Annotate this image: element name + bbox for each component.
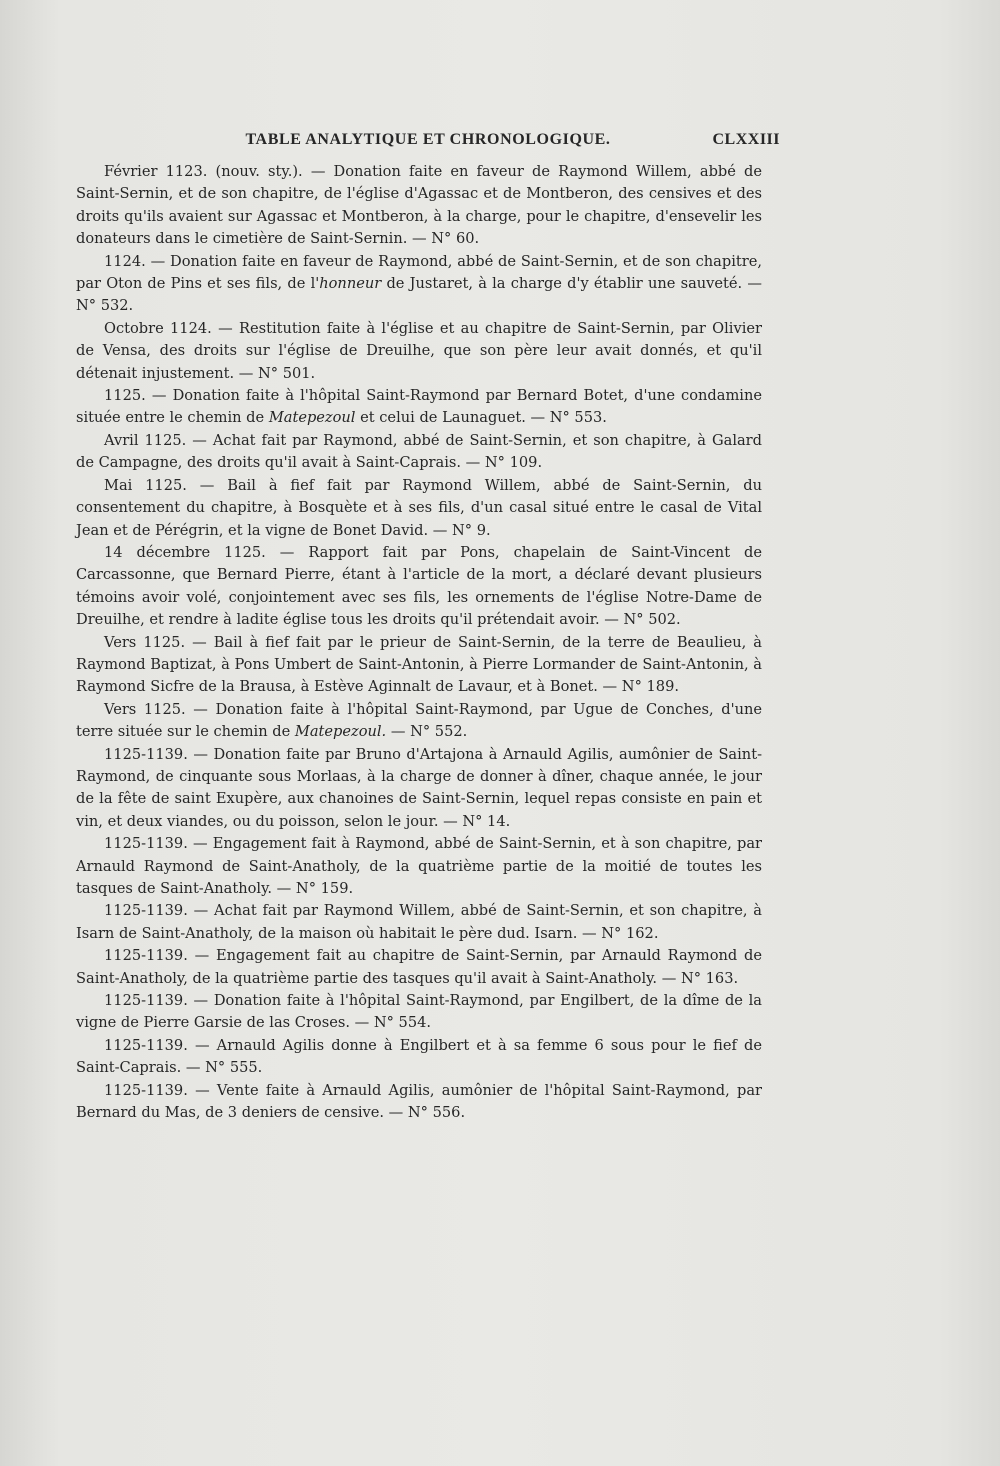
entry-text: Rapport fait par Pons, chapelain de Saint-Vincent de Carcassonne, que Bernard Pierre, étant à l'article de la mort, a déclaré devant plusieurs témoins avoir volé, conjointement avec ses fils, les ornements de l'église Notre-Dame de Dreuilhe, et rendre à ladite église tous les droits qu'il prétendait avoir. <box>76 543 762 629</box>
entry-text: Donation faite en faveur de Raymond, abbé de Saint-Sernin, et de son chapitre, par Oton de Pins et ses fils, de l' <box>76 252 762 293</box>
entry-text: Achat fait par Raymond Willem, abbé de Saint-Sernin, et son chapitre, à Isarn de Saint-Anatholy, de la maison où habitait le père dud. Isarn. <box>76 902 763 942</box>
entry-date: 1125-1139. <box>104 902 188 920</box>
entry-date: Octobre 1124. <box>104 319 212 337</box>
entries-body <box>76 161 762 1124</box>
entry-number: N° 109. <box>484 454 543 472</box>
entry-date: 1125-1139. <box>104 1036 188 1054</box>
entry: Février 1123. (nouv. sty.). — Donation faite en faveur de Raymond Willem, abbé de Saint-Sernin, et de son chapitre, de l'église d'Agassac et de Montberon, des censives et des droits qu'ils avaient sur Agassac et Montberon, à la charge, pour le chapitre, d'ensevelir les donateurs dans le cimetière de Saint-Sernin. — N° 60. <box>76 163 762 248</box>
entry-text: Restitution faite à l'église et au chapitre de Saint-Sernin, par Olivier de Vensa, des droits sur l'église de Dreuilhe, que son père leur avait donnés, et qu'il détenait injustement. <box>76 319 762 382</box>
entry: Vers 1125. — Bail à fief fait par le prieur de Saint-Sernin, de la terre de Beaulieu, à Raymond Baptizat, à Pons Umbert de Saint-Antonin, à Pierre Lormander de Saint-Antonin, à Raymond Sicfre de la Brausa, à Estève Aginnalt de Lavaur, et à Bonet. — N° 189. <box>76 633 763 696</box>
entry-number: N° 9. <box>451 521 491 539</box>
entry-text: Donation faite en faveur de Raymond Willem, abbé de Saint-Sernin, et de son chapitre, de l'église d'Agassac et de Montberon, des censives et des droits qu'ils avaient sur Agassac et Montberon, à la charge, pour le chapitre, d'ensevelir les donateurs dans le cimetière de Saint-Sernin. <box>76 163 762 248</box>
entry: 1125-1139. — Arnauld Agilis donne à Engilbert et à sa femme 6 sous pour le fief de Saint-Caprais. — N° 555. <box>76 1036 762 1077</box>
entry-date: 1125. <box>104 387 146 405</box>
entry-date: Vers 1125. <box>104 700 186 718</box>
page-folio: CLXXIII <box>712 131 780 148</box>
entry-italic: honneur <box>319 275 382 293</box>
entry-text: Vente faite à Arnauld Agilis, aumônier de l'hôpital Saint-Raymond, par Bernard du Mas, de 3 deniers de censive. <box>76 1081 762 1122</box>
header-title: TABLE ANALYTIQUE ET CHRONOLOGIQUE. <box>245 131 611 148</box>
entry-number: N° 556. <box>407 1104 466 1122</box>
entry-date: 14 décembre 1125. <box>104 543 266 561</box>
entry: 14 décembre 1125. — Rapport fait par Pons, chapelain de Saint-Vincent de Carcassonne, que Bernard Pierre, étant à l'article de la mort, a déclaré devant plusieurs témoins avoir volé, conjointement avec ses fils, les ornements de l'église Notre-Dame de Dreuilhe, et rendre à ladite église tous les droits qu'il prétendait avoir. — N° 502. <box>76 543 762 629</box>
entry-number: N° 553. <box>549 409 607 427</box>
entry-text: Bail à fief fait par le prieur de Saint-Sernin, de la terre de Beaulieu, à Raymond Baptizat, à Pons Umbert de Saint-Antonin, à Pierre Lormander de Saint-Antonin, à Raymond Sicfre de la Brausa, à Estève Aginnalt de Lavaur, et à Bonet. <box>76 633 763 696</box>
entry-text: Arnauld Agilis donne à Engilbert et à sa femme 6 sous pour le fief de Saint-Caprais. <box>76 1036 762 1077</box>
entry-text: Donation faite à l'hôpital Saint-Raymond, par Ugue de Conches, d'une terre située sur le chemin de <box>76 700 763 741</box>
entry-number: N° 502. <box>623 611 681 629</box>
entry: 1125-1139. — Engagement fait à Raymond, abbé de Saint-Sernin, et à son chapitre, par Arnauld Raymond de Saint-Anatholy, de la quatrième partie de la moitié de toutes les tasques de Saint-Anatholy. — N° 159. <box>76 835 762 897</box>
running-header <box>76 131 780 153</box>
entry-number: N° 162. <box>601 924 659 942</box>
entry-date: 1124. <box>104 252 146 270</box>
entry: Avril 1125. — Achat fait par Raymond, abbé de Saint-Sernin, et son chapitre, à Galard de Campagne, des droits qu'il avait à Saint-Caprais. — N° 109. <box>76 431 763 472</box>
entry-number: N° 532. <box>76 297 134 315</box>
entry-italic: Matepezoul <box>268 409 356 427</box>
entry-date: 1125-1139. <box>104 947 188 965</box>
entry-number: N° 501. <box>257 364 316 382</box>
entry: Mai 1125. — Bail à fief fait par Raymond Willem, abbé de Saint-Sernin, du consentement du chapitre, à Bosquète et à ses fils, d'un casal situé entre le casal de Vital Jean et de Pérégrin, et la vigne de Bonet David. — N° 9. <box>76 476 762 539</box>
entry: 1124. — Donation faite en faveur de Raymond, abbé de Saint-Sernin, et de son chapitre, par Oton de Pins et ses fils, de l'honneur de Justaret, à la charge d'y établir une sauveté. — N° 532. <box>76 252 762 315</box>
entry-date: Vers 1125. <box>104 633 186 651</box>
entry-number: N° 163. <box>680 969 739 987</box>
entry-text: Donation faite à l'hôpital Saint-Raymond, par Engilbert, de la dîme de la vigne de Pierre Garsie de las Croses. <box>76 992 762 1032</box>
entry-date: Avril 1125. <box>104 431 187 449</box>
entry-number: N° 189. <box>621 678 679 696</box>
entry-date: 1125-1139. <box>104 835 188 853</box>
entry: 1125-1139. — Donation faite à l'hôpital Saint-Raymond, par Engilbert, de la dîme de la vigne de Pierre Garsie de las Croses. — N° 554. <box>76 992 762 1032</box>
entry-text-cont: et celui de Launaguet. <box>355 409 526 427</box>
entry-date: 1125-1139. <box>104 745 188 763</box>
entry-text: Engagement fait au chapitre de Saint-Sernin, par Arnauld Raymond de Saint-Anatholy, de la quatrième partie des tasques qu'il avait à Saint-Anatholy. <box>76 947 762 987</box>
entry: 1125-1139. — Achat fait par Raymond Willem, abbé de Saint-Sernin, et son chapitre, à Isarn de Saint-Anatholy, de la maison où habitait le père dud. Isarn. — N° 162. <box>76 902 763 942</box>
entry-text: Engagement fait à Raymond, abbé de Saint-Sernin, et à son chapitre, par Arnauld Raymond de Saint-Anatholy, de la quatrième partie de la moitié de toutes les tasques de Saint-Anatholy. <box>76 835 762 897</box>
entry-date: 1125-1139. <box>104 1081 188 1099</box>
entry: Vers 1125. — Donation faite à l'hôpital Saint-Raymond, par Ugue de Conches, d'une terre située sur le chemin de Matepezoul. — N° 552. <box>76 700 763 741</box>
entry-text: Bail à fief fait par Raymond Willem, abbé de Saint-Sernin, du consentement du chapitre, à Bosquète et à ses fils, d'un casal situé entre le casal de Vital Jean et de Pérégrin, et la vigne de Bonet David. <box>76 476 762 539</box>
entry-date: Février 1123. (nouv. sty.). <box>104 163 303 180</box>
entry: 1125-1139. — Engagement fait au chapitre de Saint-Sernin, par Arnauld Raymond de Saint-Anatholy, de la quatrième partie des tasques qu'il avait à Saint-Anatholy. — N° 163. <box>76 947 762 987</box>
entry-text: Donation faite par Bruno d'Artajona à Arnauld Agilis, aumônier de Saint-Raymond, de cinquante sous Morlaas, à la charge de donner à dîner, chaque année, le jour de la fête de saint Exupère, aux chanoines de Saint-Sernin, lequel repas consiste en pain et vin, et deux viandes, ou du poisson, selon le jour. <box>76 745 762 830</box>
entry-number: N° 555. <box>205 1059 263 1077</box>
entry-text-cont: de Justaret, à la charge d'y établir une sauveté. <box>381 275 743 293</box>
entry-number: N° 552. <box>410 723 468 741</box>
entry: 1125-1139. — Donation faite par Bruno d'Artajona à Arnauld Agilis, aumônier de Saint-Raymond, de cinquante sous Morlaas, à la charge de donner à dîner, chaque année, le jour de la fête de saint Exupère, aux chanoines de Saint-Sernin, lequel repas consiste en pain et vin, et deux viandes, ou du poisson, selon le jour. — N° 14. <box>76 745 762 830</box>
entry-date: 1125-1139. <box>104 992 188 1010</box>
entry-number: N° 60. <box>431 230 480 248</box>
entry-number: N° 14. <box>462 812 511 830</box>
entry: 1125-1139. — Vente faite à Arnauld Agilis, aumônier de l'hôpital Saint-Raymond, par Bernard du Mas, de 3 deniers de censive. — N° 556. <box>76 1081 762 1122</box>
entry-number: N° 554. <box>373 1014 432 1032</box>
entry-date: Mai 1125. <box>104 476 187 494</box>
entry-number: N° 159. <box>295 880 354 897</box>
entry: Octobre 1124. — Restitution faite à l'église et au chapitre de Saint-Sernin, par Olivier de Vensa, des droits sur l'église de Dreuilhe, que son père leur avait donnés, et qu'il détenait injustement. — N° 501. <box>76 319 762 382</box>
entry-text: Achat fait par Raymond, abbé de Saint-Sernin, et son chapitre, à Galard de Campagne, des droits qu'il avait à Saint-Caprais. <box>76 431 763 472</box>
entry-italic: Matepezoul. <box>294 723 387 741</box>
entry-text: Donation faite à l'hôpital Saint-Raymond par Bernard Botet, d'une condamine située entre le chemin de <box>76 387 762 427</box>
entry: 1125. — Donation faite à l'hôpital Saint-Raymond par Bernard Botet, d'une condamine située entre le chemin de Matepezoul et celui de Launaguet. — N° 553. <box>76 387 762 427</box>
